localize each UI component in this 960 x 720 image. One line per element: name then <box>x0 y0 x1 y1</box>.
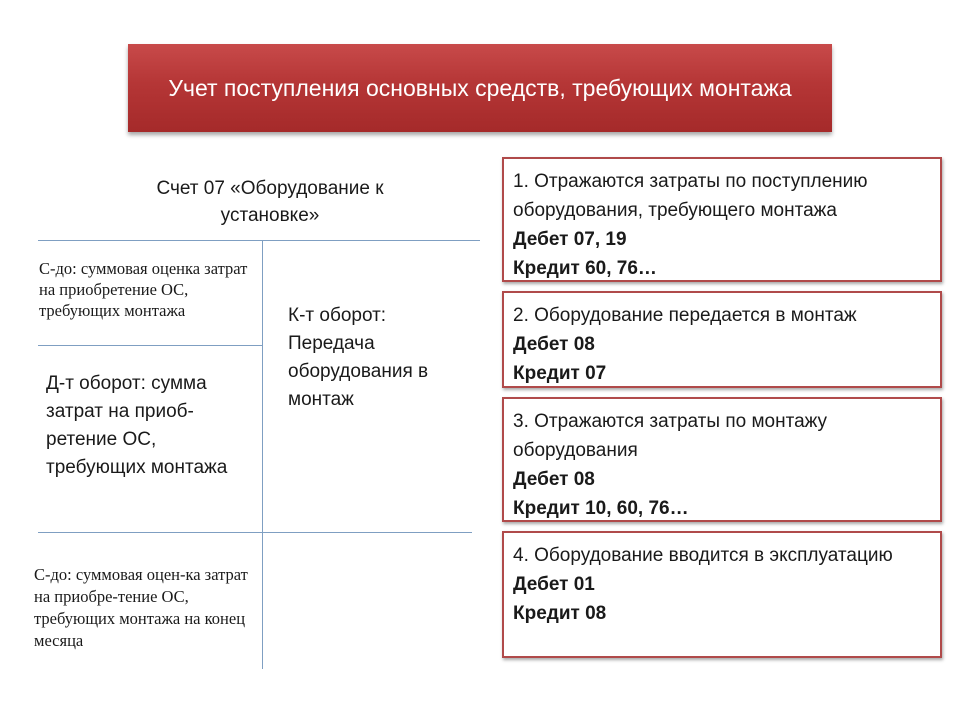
entry-box-2 <box>502 291 942 388</box>
entry-credit: Кредит 07 <box>513 363 607 384</box>
entry-debit: Дебет 07, 19 <box>513 229 627 250</box>
opening-balance-divider <box>38 345 262 346</box>
closing-balance-text: С-до: суммовая оцен-ка затрат на приобре-тение ОС, требующих монтажа на конец месяца <box>34 565 248 650</box>
entry-description: 1. Отражаются затраты по поступлению оборудования, требующего монтажа <box>513 171 868 221</box>
entry-box-3 <box>502 397 942 522</box>
entry-credit: Кредит 10, 60, 76… <box>513 498 689 519</box>
period-end-line <box>38 532 472 533</box>
entry-description: 2. Оборудование передается в монтаж <box>513 305 857 326</box>
account-title: Счет 07 «Оборудование к установке» <box>156 178 384 226</box>
entry-debit: Дебет 08 <box>513 469 595 490</box>
credit-turnover-text: К-т оборот: Передача оборудования в монтаж <box>288 305 429 410</box>
entry-description: 4. Оборудование вводится в эксплуатацию <box>513 545 893 566</box>
opening-balance-text: С-до: суммовая оценка затрат на приобретение ОС, требующих монтажа <box>39 259 248 320</box>
t-account-center-line <box>262 241 263 669</box>
title-banner <box>128 44 832 132</box>
entry-credit: Кредит 60, 76… <box>513 258 657 279</box>
entry-credit: Кредит 08 <box>513 603 607 624</box>
entry-box-1 <box>502 157 942 282</box>
entry-debit: Дебет 01 <box>513 574 595 595</box>
entry-debit: Дебет 08 <box>513 334 595 355</box>
debit-turnover-text: Д-т оборот: сумма затрат на приоб-ретение ОС, требующих монтажа <box>46 373 228 478</box>
entry-description: 3. Отражаются затраты по монтажу оборудования <box>513 411 828 461</box>
page-title: Учет поступления основных средств, требующих монтажа <box>168 75 792 101</box>
t-account-top-line <box>38 240 480 241</box>
entry-box-4 <box>502 531 942 658</box>
